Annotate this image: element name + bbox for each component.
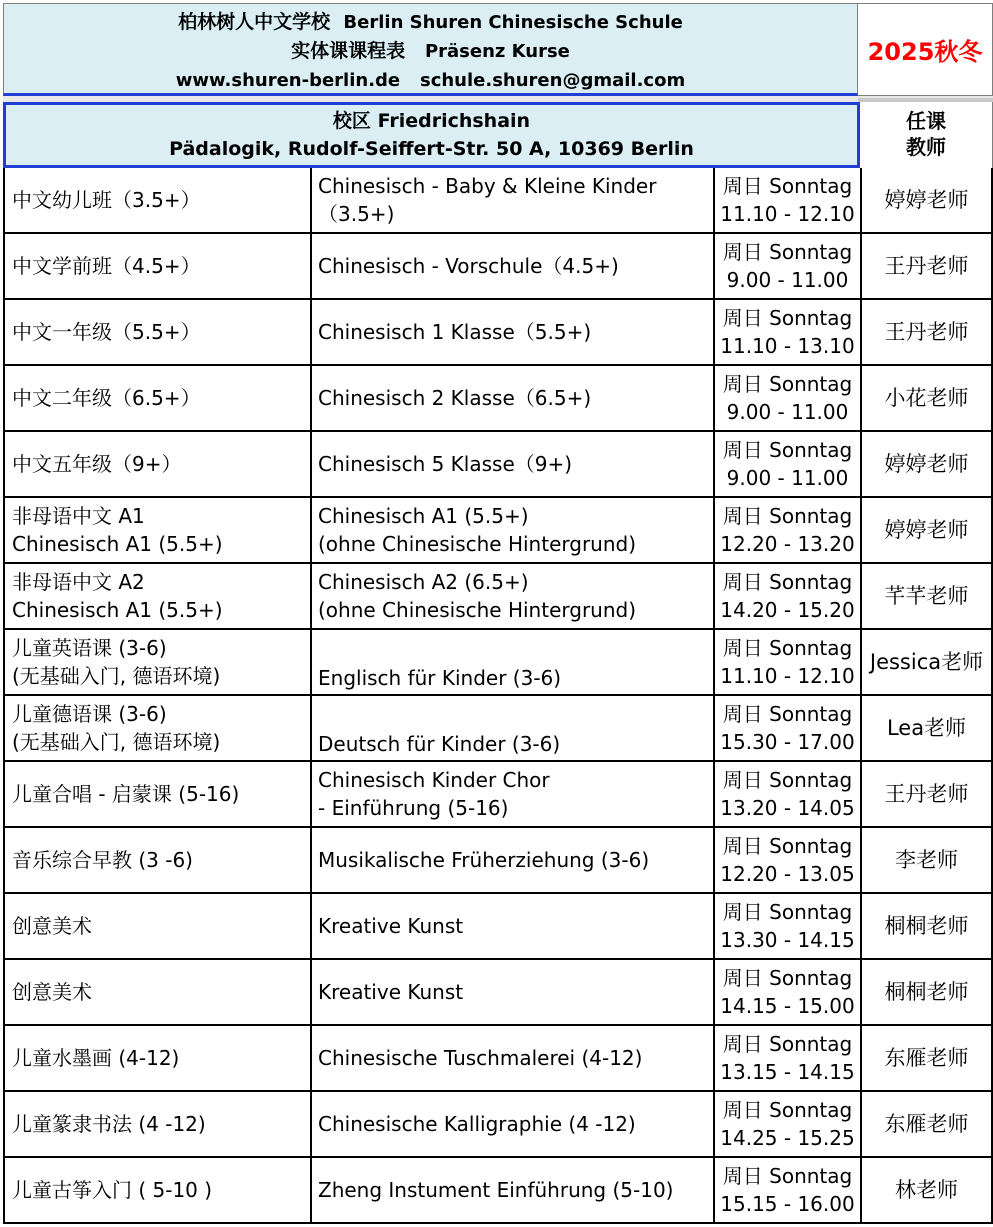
course-teacher: 李老师: [895, 848, 958, 872]
course-name-zh-sub: Chinesisch A1 (5.5+): [12, 532, 223, 556]
course-name-de-cell: [310, 168, 713, 232]
course-teacher: 王丹老师: [884, 320, 969, 344]
course-name-zh: 中文学前班（4.5+）: [12, 254, 201, 278]
course-name-de: Deutsch für Kinder (3-6): [318, 732, 561, 756]
course-time: 12.20 - 13.20: [720, 532, 855, 556]
table-row: [3, 696, 993, 762]
course-time-cell: [713, 366, 860, 430]
course-teacher: Lea老师: [886, 716, 967, 740]
course-name-zh: 中文五年级（9+）: [12, 452, 182, 476]
course-teacher-cell: [860, 696, 993, 760]
course-day: 周日 Sonntag: [722, 1164, 853, 1188]
course-name-zh: 中文幼儿班（3.5+）: [12, 188, 201, 212]
table-row: [3, 366, 993, 432]
course-name-zh: 儿童英语课 (3-6): [12, 636, 167, 660]
course-name-de: Kreative Kunst: [318, 980, 464, 1004]
course-name-zh: 非母语中文 A2: [12, 570, 145, 594]
course-time-cell: [713, 960, 860, 1024]
course-name-zh: 儿童水墨画 (4-12): [12, 1046, 180, 1070]
course-time-cell: [713, 1026, 860, 1090]
course-name-de: Zheng Instument Einführung (5-10): [318, 1178, 674, 1202]
course-teacher: 婷婷老师: [884, 518, 969, 542]
course-teacher: 东雁老师: [884, 1046, 969, 1070]
course-time-cell: [713, 828, 860, 892]
course-time: 14.25 - 15.25: [720, 1126, 855, 1150]
email-link[interactable]: schule.shuren@gmail.com: [419, 70, 686, 91]
course-time: 14.15 - 15.00: [720, 994, 855, 1018]
course-time-cell: [713, 498, 860, 562]
course-name-de-cell: [310, 432, 713, 496]
course-day: 周日 Sonntag: [722, 1032, 853, 1056]
course-time: 13.20 - 14.05: [720, 796, 855, 820]
course-teacher-cell: [860, 762, 993, 826]
table-row: [3, 498, 993, 564]
course-name-zh-cell: [3, 1026, 310, 1090]
course-name-zh: 非母语中文 A1: [12, 504, 145, 528]
course-teacher: 婷婷老师: [884, 188, 969, 212]
course-name-de-cell: [310, 960, 713, 1024]
course-name-de-cell: [310, 1092, 713, 1156]
course-name-de: Englisch für Kinder (3-6): [318, 666, 562, 690]
table-row: [3, 1158, 993, 1224]
course-time: 11.10 - 12.10: [720, 202, 855, 226]
course-teacher-cell: [860, 828, 993, 892]
table-row: [3, 762, 993, 828]
course-name-de-cell: [310, 564, 713, 628]
course-teacher: 王丹老师: [884, 782, 969, 806]
course-name-de: Chinesisch - Vorschule（4.5+): [318, 254, 619, 278]
school-name-zh: 柏林树人中文学校: [178, 11, 331, 33]
table-row: [3, 630, 993, 696]
course-time: 13.15 - 14.15: [720, 1060, 855, 1084]
course-teacher-cell: [860, 1092, 993, 1156]
course-time-cell: [713, 696, 860, 760]
course-teacher: 林老师: [895, 1178, 958, 1202]
table-row: [3, 894, 993, 960]
school-name-de: Berlin Shuren Chinesische Schule: [343, 12, 683, 33]
teacher-header-line1: 任课: [906, 109, 946, 133]
course-day: 周日 Sonntag: [722, 900, 853, 924]
course-day: 周日 Sonntag: [722, 636, 853, 660]
course-teacher-cell: [860, 432, 993, 496]
course-name-zh-cell: [3, 366, 310, 430]
course-name-de: Chinesisch 5 Klasse（9+): [318, 452, 573, 476]
course-name-zh-cell: [3, 1158, 310, 1222]
course-name-de: Chinesische Kalligraphie (4 -12): [318, 1112, 636, 1136]
course-time-cell: [713, 564, 860, 628]
course-name-de: Chinesisch - Baby & Kleine Kinder（3.5+): [318, 174, 657, 226]
course-day: 周日 Sonntag: [722, 834, 853, 858]
table-row: [3, 168, 993, 234]
course-name-zh: 儿童古筝入门 ( 5-10 ): [12, 1178, 213, 1202]
course-name-zh-cell: [3, 960, 310, 1024]
course-name-de: Chinesische Tuschmalerei (4-12): [318, 1046, 643, 1070]
course-name-zh-sub: (无基础入门, 德语环境): [12, 664, 221, 688]
campus-header: [3, 102, 860, 168]
course-day: 周日 Sonntag: [722, 372, 853, 396]
course-day: 周日 Sonntag: [722, 966, 853, 990]
table-row: [3, 564, 993, 630]
course-name-zh: 中文一年级（5.5+）: [12, 320, 201, 344]
campus-address: Pädalogik, Rudolf-Seiffert-Str. 50 A, 10369 Berlin: [169, 138, 694, 160]
course-teacher-cell: [860, 960, 993, 1024]
season-text: 2025秋冬: [867, 38, 983, 66]
course-name-zh-cell: [3, 630, 310, 694]
course-teacher: 婷婷老师: [884, 452, 969, 476]
table-row: [3, 234, 993, 300]
course-name-zh: 中文二年级（6.5+）: [12, 386, 201, 410]
course-name-de: Chinesisch Kinder Chor: [318, 768, 550, 792]
course-name-zh: 儿童合唱 - 启蒙课 (5-16): [12, 782, 240, 806]
school-name-line: [4, 8, 857, 37]
campus-line: [6, 107, 857, 135]
course-name-de: Kreative Kunst: [318, 914, 464, 938]
teacher-header-line2: 教师: [906, 135, 946, 159]
course-time: 9.00 - 11.00: [726, 268, 849, 292]
course-teacher: 小花老师: [884, 386, 969, 410]
course-teacher: 桐桐老师: [884, 980, 969, 1004]
course-teacher: 王丹老师: [884, 254, 969, 278]
course-name-de: Chinesisch 2 Klasse（6.5+): [318, 386, 592, 410]
course-name-de-cell: [310, 1158, 713, 1222]
course-name-zh-cell: [3, 168, 310, 232]
course-time: 11.10 - 12.10: [720, 664, 855, 688]
course-name-de-sub: - Einführung (5-16): [318, 796, 509, 820]
course-time: 9.00 - 11.00: [726, 466, 849, 490]
course-time: 11.10 - 13.10: [720, 334, 855, 358]
course-name-zh-cell: [3, 1092, 310, 1156]
course-day: 周日 Sonntag: [722, 1098, 853, 1122]
course-time: 15.15 - 16.00: [720, 1192, 855, 1216]
course-name-zh: 儿童篆隶书法 (4 -12): [12, 1112, 206, 1136]
schedule-title-line: [4, 37, 857, 66]
course-name-zh: 创意美术: [12, 980, 92, 1004]
course-day: 周日 Sonntag: [722, 240, 853, 264]
course-teacher-cell: [860, 168, 993, 232]
course-name-de-cell: [310, 300, 713, 364]
campus-name: Friedrichshain: [377, 110, 531, 132]
table-row: [3, 960, 993, 1026]
season-label: [858, 3, 993, 96]
table-row: [3, 432, 993, 498]
course-name-de-sub: (ohne Chinesische Hintergrund): [318, 532, 637, 556]
course-name-de: Chinesisch 1 Klasse（5.5+): [318, 320, 592, 344]
course-day: 周日 Sonntag: [722, 174, 853, 198]
course-time-cell: [713, 300, 860, 364]
course-teacher-cell: [860, 1158, 993, 1222]
table-row: [3, 1026, 993, 1092]
course-teacher: 桐桐老师: [884, 914, 969, 938]
course-teacher: Jessica老师: [869, 650, 984, 674]
course-name-zh-cell: [3, 696, 310, 760]
course-name-de-cell: [310, 828, 713, 892]
course-time: 14.20 - 15.20: [720, 598, 855, 622]
course-name-zh-cell: [3, 894, 310, 958]
teacher-column-header: [860, 102, 993, 168]
course-name-zh-cell: [3, 762, 310, 826]
course-name-de-cell: [310, 366, 713, 430]
course-teacher-cell: [860, 894, 993, 958]
table-row: [3, 828, 993, 894]
course-time-cell: [713, 1092, 860, 1156]
course-teacher-cell: [860, 630, 993, 694]
course-time-cell: [713, 894, 860, 958]
course-day: 周日 Sonntag: [722, 570, 853, 594]
contact-line: [4, 66, 857, 95]
schedule-title-zh: 实体课课程表: [291, 40, 406, 62]
course-name-zh-cell: [3, 828, 310, 892]
course-name-zh-cell: [3, 432, 310, 496]
course-time-cell: [713, 432, 860, 496]
course-name-zh: 儿童德语课 (3-6): [12, 702, 167, 726]
course-name-de-cell: [310, 894, 713, 958]
campus-label: 校区: [332, 110, 371, 132]
website-link[interactable]: www.shuren-berlin.de: [175, 70, 401, 91]
course-name-de-sub: (ohne Chinesische Hintergrund): [318, 598, 637, 622]
course-teacher: 东雁老师: [884, 1112, 969, 1136]
course-day: 周日 Sonntag: [722, 504, 853, 528]
course-day: 周日 Sonntag: [722, 438, 853, 462]
course-teacher-cell: [860, 300, 993, 364]
table-row: [3, 300, 993, 366]
course-teacher: 芊芊老师: [884, 584, 969, 608]
course-time: 13.30 - 14.15: [720, 928, 855, 952]
course-name-de-cell: [310, 630, 713, 694]
course-teacher-cell: [860, 498, 993, 562]
course-time-cell: [713, 168, 860, 232]
course-name-zh-cell: [3, 498, 310, 562]
course-name-zh: 音乐综合早教 (3 -6): [12, 848, 193, 872]
course-day: 周日 Sonntag: [722, 306, 853, 330]
course-name-zh-sub: Chinesisch A1 (5.5+): [12, 598, 223, 622]
course-time-cell: [713, 234, 860, 298]
course-name-de-cell: [310, 762, 713, 826]
course-teacher-cell: [860, 564, 993, 628]
course-name-de-cell: [310, 498, 713, 562]
course-time-cell: [713, 762, 860, 826]
schedule-title-de: Präsenz Kurse: [424, 41, 570, 62]
course-table: [3, 168, 993, 1224]
course-name-de: Chinesisch A2 (6.5+): [318, 570, 529, 594]
course-name-de-cell: [310, 234, 713, 298]
course-time: 9.00 - 11.00: [726, 400, 849, 424]
course-day: 周日 Sonntag: [722, 768, 853, 792]
course-time-cell: [713, 630, 860, 694]
course-name-zh-cell: [3, 564, 310, 628]
course-name-de: Chinesisch A1 (5.5+): [318, 504, 529, 528]
course-day: 周日 Sonntag: [722, 702, 853, 726]
school-header: [3, 3, 858, 96]
course-name-zh-cell: [3, 234, 310, 298]
course-time: 15.30 - 17.00: [720, 730, 855, 754]
course-teacher-cell: [860, 1026, 993, 1090]
course-time-cell: [713, 1158, 860, 1222]
course-name-zh-sub: (无基础入门, 德语环境): [12, 730, 221, 754]
course-teacher-cell: [860, 234, 993, 298]
course-name-de-cell: [310, 1026, 713, 1090]
course-teacher-cell: [860, 366, 993, 430]
course-name-zh-cell: [3, 300, 310, 364]
course-name-de-cell: [310, 696, 713, 760]
course-time: 12.20 - 13.05: [720, 862, 855, 886]
table-row: [3, 1092, 993, 1158]
course-name-zh: 创意美术: [12, 914, 92, 938]
course-name-de: Musikalische Früherziehung (3-6): [318, 848, 650, 872]
